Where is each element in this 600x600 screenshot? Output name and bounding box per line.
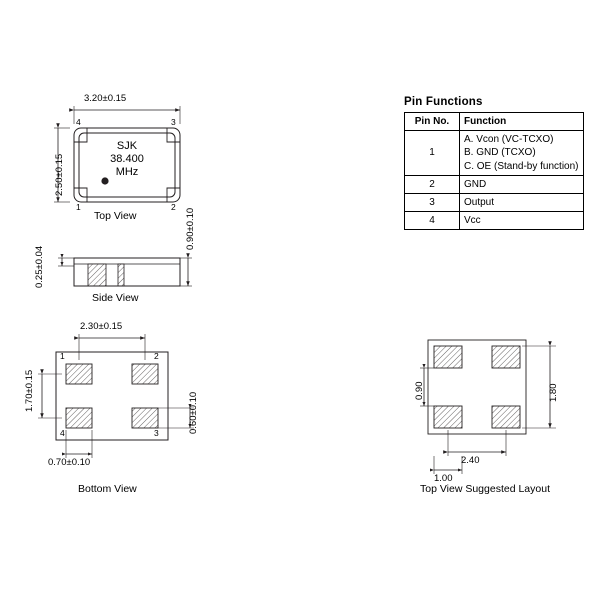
pin-function: Output: [460, 193, 584, 211]
pin-number: 3: [405, 193, 460, 211]
table-row: [405, 175, 584, 193]
layout-bottom-dimension-2: 1.00: [434, 473, 453, 484]
pin-function-line: B. GND (TCXO): [464, 147, 536, 159]
marking-line-3: MHz: [115, 165, 139, 178]
top-view-pin-1-label: 1: [76, 202, 81, 212]
table-row: [405, 193, 584, 211]
side-view-step-dimension: 0.25±0.04: [34, 245, 45, 288]
bottom-view-pin-3-label: 3: [154, 428, 159, 438]
suggested-layout-caption: Top View Suggested Layout: [420, 483, 550, 495]
pin-functions-block: [404, 96, 584, 230]
pin-function-line: A. Vcon (VC-TCXO): [464, 134, 554, 146]
bottom-view-pad-width-dimension: 0.70±0.10: [48, 457, 91, 468]
side-view-height-dimension: 0.90±0.10: [185, 207, 196, 250]
pin-number: 1: [405, 131, 460, 176]
top-view-width-dimension: 3.20±0.15: [84, 93, 127, 104]
side-view-caption: Side View: [92, 292, 139, 304]
top-view-caption: Top View: [94, 210, 137, 222]
table-row: [405, 131, 584, 176]
layout-right-dimension: 1.80: [548, 383, 559, 402]
bottom-view-caption: Bottom View: [78, 483, 137, 495]
marking-line-1: SJK: [116, 140, 138, 152]
pin-function: Vcc: [460, 212, 584, 230]
bottom-view-pad-height-dimension: 0.60±0.10: [188, 391, 199, 434]
pin-functions-title: Pin Functions: [404, 96, 483, 108]
bottom-view-height-dimension: 1.70±0.15: [24, 369, 35, 412]
pin-function: [460, 131, 584, 176]
top-view-height-dimension: 2.50±0.15: [54, 153, 65, 196]
table-row: [405, 212, 584, 230]
pin-number: 2: [405, 175, 460, 193]
bottom-view-width-dimension: 2.30±0.15: [80, 321, 123, 332]
layout-bottom-dimension: 2.40: [461, 455, 480, 466]
bottom-view-pin-4-label: 4: [60, 428, 65, 438]
layout-left-dimension: 0.90: [414, 381, 425, 400]
table-header-row: [405, 113, 584, 131]
pin-function: GND: [460, 175, 584, 193]
table-header-pin-no: Pin No.: [405, 113, 460, 131]
top-view-pin-2-label: 2: [171, 202, 176, 212]
marking-line-2: 38.400: [110, 152, 144, 165]
pin-number: 4: [405, 212, 460, 230]
top-view-pin-4-label: 4: [76, 117, 81, 127]
top-view-pin-3-label: 3: [171, 117, 176, 127]
pin-functions-table: [404, 112, 584, 230]
bottom-view-pin-2-label: 2: [154, 351, 159, 361]
pin-function-line: C. OE (Stand-by function): [464, 160, 579, 172]
bottom-view-pin-1-label: 1: [60, 351, 65, 361]
table-header-function: Function: [460, 113, 584, 131]
